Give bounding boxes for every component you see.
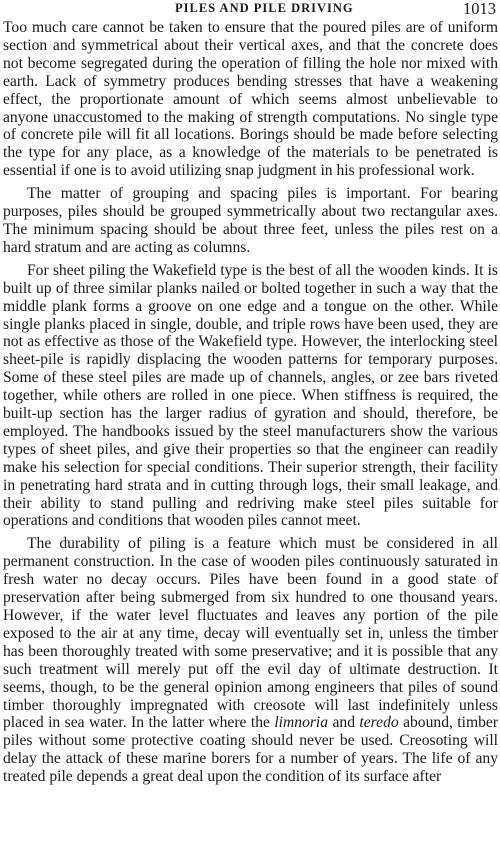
page-number: 1013 <box>463 0 496 18</box>
durability-text-part-1: The durability of piling is a feature which must be considered in all permanent construction. In the case of wooden piles continuously saturated in fresh water no decay occurs. Piles have been found in a good state of preservation after being submerged from six hundred to one thousand years. However, if the water level fluctuates and leaves any portion of the pile exposed to the air at any time, decay will eventually set in, unless the timber has been thoroughly treated with some preservative; and it is possible that any such treatment will merely put off the evil day of ultimate destruction. It seems, though, to be the general opinion among engineers that piles of sound timber thoroughly impregnated with creosote will last indefinitely unless placed in sea water. In the latter where the <box>3 535 498 732</box>
term-teredo: teredo <box>359 714 399 732</box>
running-title: PILES AND PILE DRIVING <box>175 1 354 15</box>
paragraph-sheet-piling: For sheet piling the Wakefield type is the best of all the wooden kinds. It is built up of three similar planks nailed or bolted together in such a way that the middle plank forms a groove on one edge and a tongue on the other. While single planks placed in single, double, and triple rows have been used, they are not as effective as those of the Wakefield type. However, the interlocking steel sheet-pile is rapidly displacing the wooden patterns for temporary purposes. Some of these steel piles are made up of channels, angles, or zee bars riveted together, while others are rolled in one piece. When stiffness is required, the built-up section has the larger radius of gyration and should, therefore, be employed. The handbooks issued by the steel manufacturers show the various types of sheet piles, and give their properties so that the engineer can readily make his selection for special conditions. Their superior strength, their facility in penetrating hard strata and in cutting through logs, their small leakage, and their ability to stand pulling and redriving make steel piles suitable for operations and conditions that wooden piles cannot meet. <box>3 261 498 530</box>
running-header <box>0 0 500 20</box>
body-text <box>3 19 498 786</box>
term-limnoria: limnoria <box>274 714 329 732</box>
paragraph-grouping-spacing: The matter of grouping and spacing piles is important. For bearing purposes, piles should be grouped symmetrically about two rectangular axes. The minimum spacing should be about three feet, unless the piles rest on a hard stratum and are acting as columns. <box>3 185 498 256</box>
paragraph-poured-piles: Too much care cannot be taken to ensure that the poured piles are of uniform section and symmetrical about their vertical axes, and that the concrete does not become segregated during the operation of filling the hole nor mixed with earth. Lack of symmetry produces bending stresses that have a weakening effect, the proportionate amount of which seems almost unbelievable to anyone unaccustomed to the making of strength computations. No single type of concrete pile will fit all locations. Borings should be made before selecting the type for any place, as a knowledge of the materials to be penetrated is essential if one is to avoid utilizing snap judgment in his professional work. <box>3 19 498 180</box>
paragraph-durability <box>3 535 498 786</box>
durability-text-and: and <box>328 714 360 732</box>
durability-text-part-2: abound, timber piles without some protective coating should never be used. Creosoting will delay the attack of these marine borers for a number of years. The life of any treated pile depends a great deal upon the condition of its surface after <box>3 714 499 786</box>
